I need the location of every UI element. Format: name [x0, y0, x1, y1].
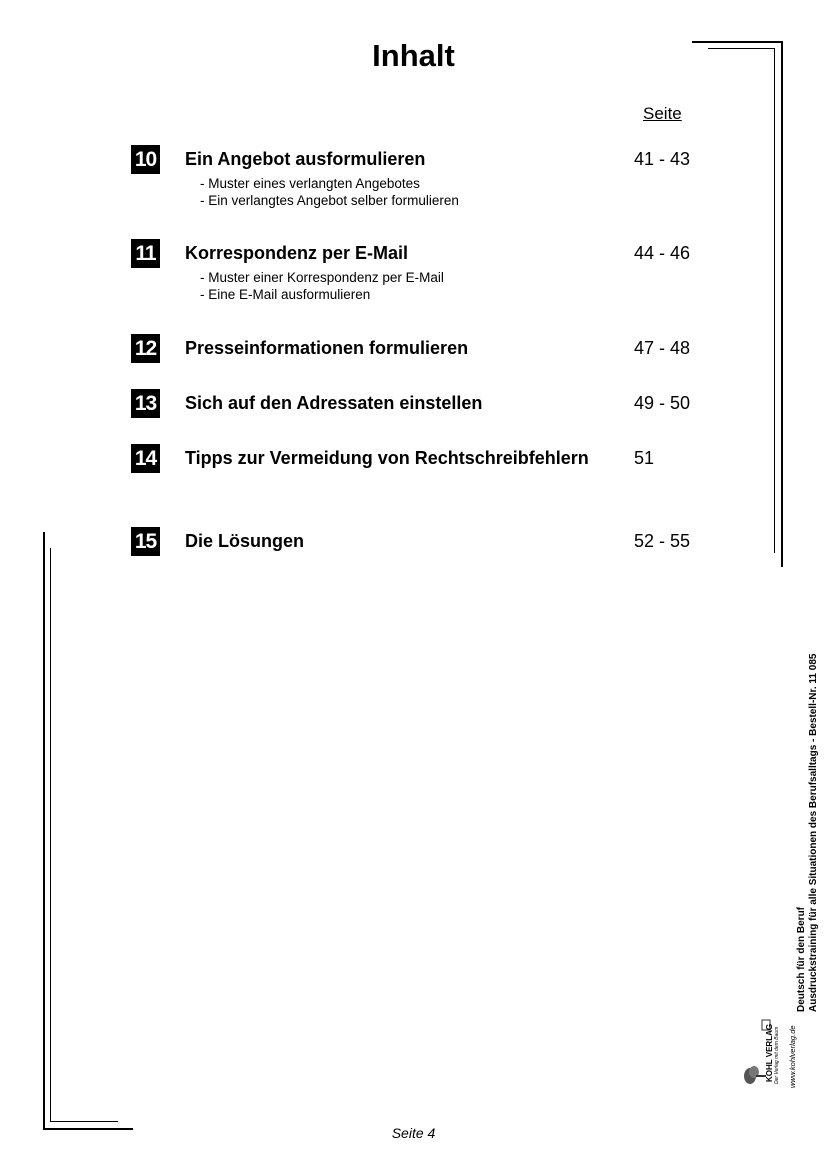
- frame-line-bottom-inner: [50, 1121, 118, 1122]
- frame-line-left-inner: [50, 548, 51, 1122]
- chapter-title: Tipps zur Vermeidung von Rechtschreibfehlern: [185, 448, 589, 468]
- chapter-title: Sich auf den Adressaten einstellen: [185, 393, 483, 413]
- chapter-pages: 49 - 50: [634, 393, 691, 413]
- frame-line-right-outer: [781, 41, 783, 567]
- chapter-number-badge: 10: [131, 145, 160, 174]
- side-info-line1: Deutsch für den Beruf: [796, 906, 807, 1012]
- chapter-subitem: - Muster eines verlangten Angebotes: [200, 176, 420, 191]
- frame-line-top-outer: [692, 41, 783, 43]
- side-publisher-info: [796, 654, 820, 1012]
- frame-line-right-inner: [774, 48, 775, 553]
- page-title: Inhalt: [372, 38, 455, 73]
- chapter-title: Korrespondenz per E-Mail: [185, 243, 409, 263]
- chapter-title: Ein Angebot ausformulieren: [185, 149, 426, 169]
- chapter-number-badge: 15: [131, 527, 160, 556]
- chapter-pages: 52 - 55: [634, 531, 691, 551]
- publisher-slogan: Der Verlag mit dem Baum: [774, 1026, 780, 1084]
- chapter-pages: 51: [634, 448, 655, 468]
- chapter-title: Presseinformationen formulieren: [185, 338, 469, 358]
- chapter-pages: 47 - 48: [634, 338, 691, 358]
- chapter-pages: 41 - 43: [634, 149, 691, 169]
- page-number-footer: Seite 4: [391, 1125, 436, 1141]
- chapter-subitem: - Ein verlangtes Angebot selber formulieren: [200, 193, 459, 208]
- chapter-subitem: - Muster einer Korrespondenz per E-Mail: [200, 270, 444, 285]
- frame-line-left-outer: [43, 532, 45, 1130]
- chapter-number-badge: 11: [131, 239, 160, 268]
- publisher-url[interactable]: www.kohlverlag.de: [788, 1025, 797, 1088]
- chapter-number-badge: 12: [131, 334, 160, 363]
- chapter-title: Die Lösungen: [185, 531, 305, 551]
- chapter-number-badge: 13: [131, 389, 160, 418]
- side-info-line2: Ausdruckstraining für alle Situationen des Berufsalltags - Bestell-Nr. 11 085: [808, 653, 819, 1012]
- chapter-pages: 44 - 46: [634, 243, 691, 263]
- seite-column-heading: Seite: [643, 104, 682, 123]
- chapter-subitems: [200, 175, 459, 209]
- frame-line-top-inner: [708, 48, 775, 49]
- chapter-number-badge: 14: [131, 444, 160, 473]
- chapter-subitem: - Eine E-Mail ausformulieren: [200, 287, 371, 302]
- chapter-subitems: [200, 269, 444, 303]
- publisher-logo-text: KOHL VERLAG: [765, 1023, 774, 1082]
